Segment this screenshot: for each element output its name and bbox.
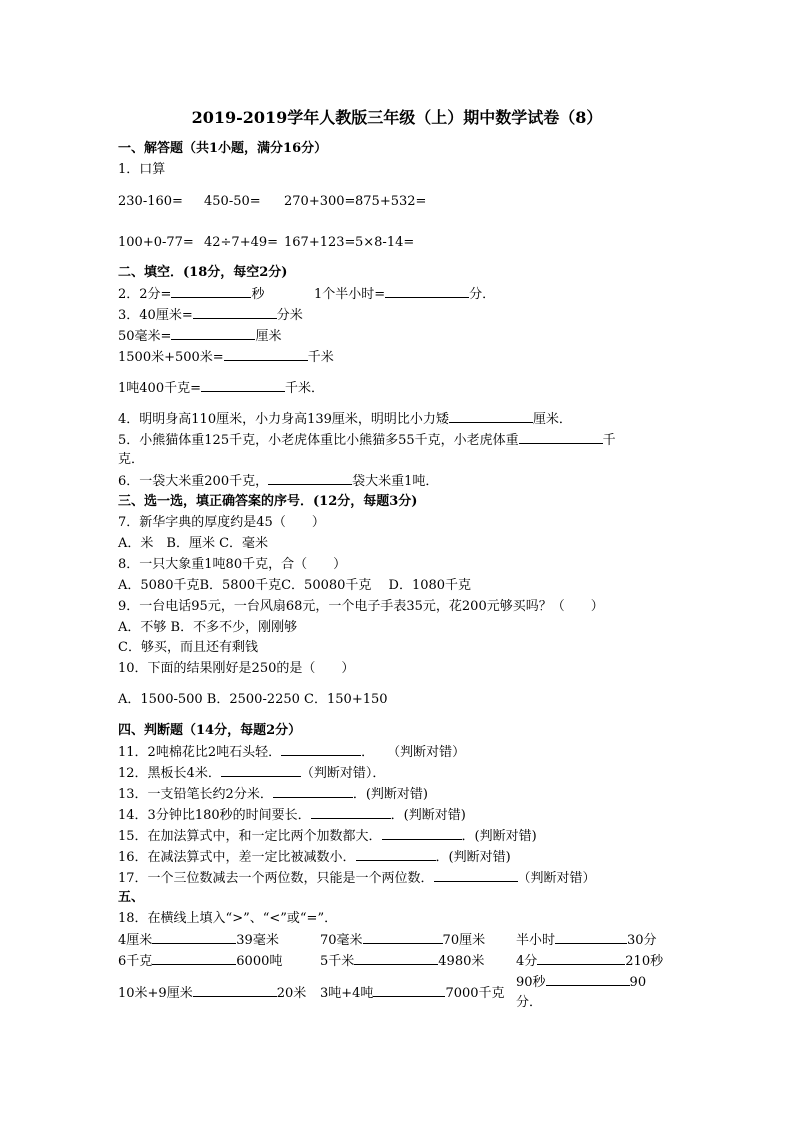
calc-item: 100+0-77=: [118, 235, 194, 250]
question-9-options-1: A．不够 B．不多不少，刚刚够: [118, 620, 298, 635]
question-3-line-3: [118, 349, 334, 366]
compare-item: [516, 932, 657, 949]
compare-item: [118, 932, 279, 949]
answer-blank[interactable]: [281, 744, 361, 756]
section-3-heading: 三、选一选，填正确答案的序号．(12分，每题3分): [118, 494, 418, 509]
answer-blank[interactable]: [311, 807, 391, 819]
question-10-options: A．1500-500 B．2500-2250 C．150+150: [118, 692, 388, 707]
q15-text-b: ．(判断对错): [461, 829, 537, 844]
calc-item: 42÷7+49=: [204, 235, 279, 250]
compare-item: [320, 985, 505, 1002]
q4-text-a: 4．明明身高110厘米，小力身高139厘米，明明比小力矮: [118, 412, 449, 427]
q2-text-b: 秒: [251, 287, 265, 302]
question-4: [118, 411, 572, 428]
question-1: 1．口算: [118, 162, 166, 177]
calc-item: 167+123=: [284, 235, 356, 250]
compare-left: 4分: [516, 954, 538, 969]
compare-left: 4厘米: [118, 933, 153, 948]
question-15: [118, 828, 537, 845]
calc-item: 230-160=: [118, 194, 183, 209]
compare-right: 39毫米: [236, 933, 279, 948]
compare-right: 210秒: [625, 954, 664, 969]
question-3: [118, 307, 303, 324]
q12-text-b: （判断对错）．: [300, 766, 386, 781]
q5-text-b: 千: [602, 433, 616, 448]
question-6: [118, 473, 438, 490]
calc-item: 5×8-14=: [355, 235, 415, 250]
q17-text-a: 17．一个三位数减去一个两位数，只能是一个两位数．: [118, 871, 434, 886]
answer-blank[interactable]: [221, 765, 301, 777]
compare-left: 半小时: [516, 933, 556, 948]
compare-item-unit: 分．: [516, 995, 543, 1010]
answer-blank[interactable]: [171, 328, 255, 340]
calc-item: 875+532=: [355, 194, 427, 209]
q3-text-e: 1500米+500米=: [118, 350, 224, 365]
question-9-options-2: C．够买，而且还有剩钱: [118, 640, 258, 655]
q17-text-b: （判断对错）: [517, 871, 596, 886]
q15-text-a: 15．在加法算式中，和一定比两个加数都大．: [118, 829, 382, 844]
q3-text-g: 1吨400千克=: [118, 381, 201, 396]
answer-blank[interactable]: [193, 985, 277, 997]
section-4-heading: 四、判断题（14分，每题2分）: [118, 723, 302, 738]
calc-item: 450-50=: [204, 194, 261, 209]
q2-text-a: 2．2分=: [118, 287, 172, 302]
answer-blank[interactable]: [201, 380, 285, 392]
q4-text-b: 厘米．: [532, 412, 572, 427]
question-2: [118, 286, 264, 303]
question-9: 9．一台电话95元，一台风扇68元，一个电子手表35元，花200元够买吗？（ ）: [118, 599, 604, 614]
answer-blank[interactable]: [356, 849, 436, 861]
q11-text-b: ． （判断对错）: [361, 745, 466, 760]
compare-right: 90: [629, 975, 647, 990]
question-7-options: A．米 B．厘米 C．毫米: [118, 536, 269, 551]
answer-blank[interactable]: [152, 953, 236, 965]
question-5: [118, 432, 616, 449]
q3-text-c: 50毫米=: [118, 329, 172, 344]
question-2-part-2: [314, 286, 495, 303]
answer-blank[interactable]: [555, 932, 627, 944]
question-10: 10．下面的结果刚好是250的是（ ）: [118, 661, 355, 676]
question-8: 8．一只大象重1吨80千克，合（ ）: [118, 557, 347, 572]
compare-item: [516, 974, 646, 991]
question-3-line-4: [118, 380, 324, 397]
q3-text-b: 分米: [276, 308, 303, 323]
page-title: 2019-2019学年人教版三年级（上）期中数学试卷（8）: [191, 108, 603, 127]
compare-left: 70毫米: [320, 933, 363, 948]
answer-blank[interactable]: [519, 432, 603, 444]
compare-left: 5千米: [320, 954, 355, 969]
q3-text-h: 千米．: [284, 381, 324, 396]
compare-right: 6000吨: [236, 954, 283, 969]
compare-right: 4980米: [438, 954, 485, 969]
q6-text-a: 6．一袋大米重200千克，: [118, 474, 269, 489]
q2-text-c: 1个半小时=: [314, 287, 386, 302]
compare-left: 3吨+4吨: [320, 986, 374, 1001]
compare-right: 70厘米: [442, 933, 486, 948]
answer-blank[interactable]: [537, 953, 625, 965]
answer-blank[interactable]: [385, 286, 469, 298]
answer-blank[interactable]: [373, 985, 445, 997]
answer-blank[interactable]: [434, 870, 518, 882]
answer-blank[interactable]: [268, 473, 352, 485]
calc-item: 270+300=: [284, 194, 356, 209]
compare-item: [320, 932, 485, 949]
question-14: [118, 807, 466, 824]
question-17: [118, 870, 596, 887]
q6-text-b: 袋大米重1吨．: [352, 474, 439, 489]
question-18: 18．在横线上填入“>”、“<”或“=”．: [118, 911, 338, 926]
compare-item: [118, 985, 306, 1002]
answer-blank[interactable]: [382, 828, 462, 840]
section-5-heading: 五、: [118, 890, 145, 905]
answer-blank[interactable]: [354, 953, 438, 965]
q16-text-a: 16．在减法算式中，差一定比被减数小．: [118, 850, 356, 865]
question-8-options: A．5080千克B．5800千克C．50080千克 D．1080千克: [118, 578, 472, 593]
answer-blank[interactable]: [449, 411, 533, 423]
compare-item: [320, 953, 484, 970]
answer-blank[interactable]: [152, 932, 236, 944]
question-3-line-2: [118, 328, 281, 345]
q14-text-b: ．(判断对错): [390, 808, 466, 823]
answer-blank[interactable]: [224, 349, 308, 361]
question-13: [118, 786, 428, 803]
question-11: [118, 744, 465, 761]
q3-text-a: 3．40厘米=: [118, 308, 193, 323]
q2-text-d: 分．: [469, 287, 496, 302]
section-1-heading: 一、解答题（共1小题，满分16分）: [118, 141, 328, 156]
q13-text-b: ．(判断对错): [352, 787, 428, 802]
q14-text-a: 14．3分钟比180秒的时间要长．: [118, 808, 311, 823]
compare-left: 90秒: [516, 975, 546, 990]
answer-blank[interactable]: [546, 974, 630, 986]
section-2-heading: 二、填空．(18分，每空2分): [118, 265, 288, 280]
compare-right: 20米: [276, 986, 307, 1001]
q5-text-a: 5．小熊猫体重125千克，小老虎体重比小熊猫多55千克，小老虎体重: [118, 433, 519, 448]
question-16: [118, 849, 511, 866]
question-7: 7．新华字典的厚度约是45（ ）: [118, 515, 325, 530]
compare-right: 7000千克: [445, 986, 505, 1001]
answer-blank[interactable]: [193, 307, 277, 319]
q12-text-a: 12．黑板长4米．: [118, 766, 221, 781]
q3-text-f: 千米: [307, 350, 334, 365]
answer-blank[interactable]: [171, 286, 251, 298]
q3-text-d: 厘米: [255, 329, 282, 344]
compare-item: [118, 953, 282, 970]
q11-text-a: 11．2吨棉花比2吨石头轻．: [118, 745, 282, 760]
q13-text-a: 13．一支铅笔长约2分米．: [118, 787, 273, 802]
question-5-line-2: 克．: [118, 452, 145, 467]
compare-left: 10米+9厘米: [118, 986, 193, 1001]
question-12: [118, 765, 385, 782]
compare-item: [516, 953, 663, 970]
answer-blank[interactable]: [273, 786, 353, 798]
compare-right: 30分: [627, 933, 657, 948]
q16-text-b: ．(判断对错): [435, 850, 511, 865]
compare-left: 6千克: [118, 954, 153, 969]
answer-blank[interactable]: [363, 932, 443, 944]
